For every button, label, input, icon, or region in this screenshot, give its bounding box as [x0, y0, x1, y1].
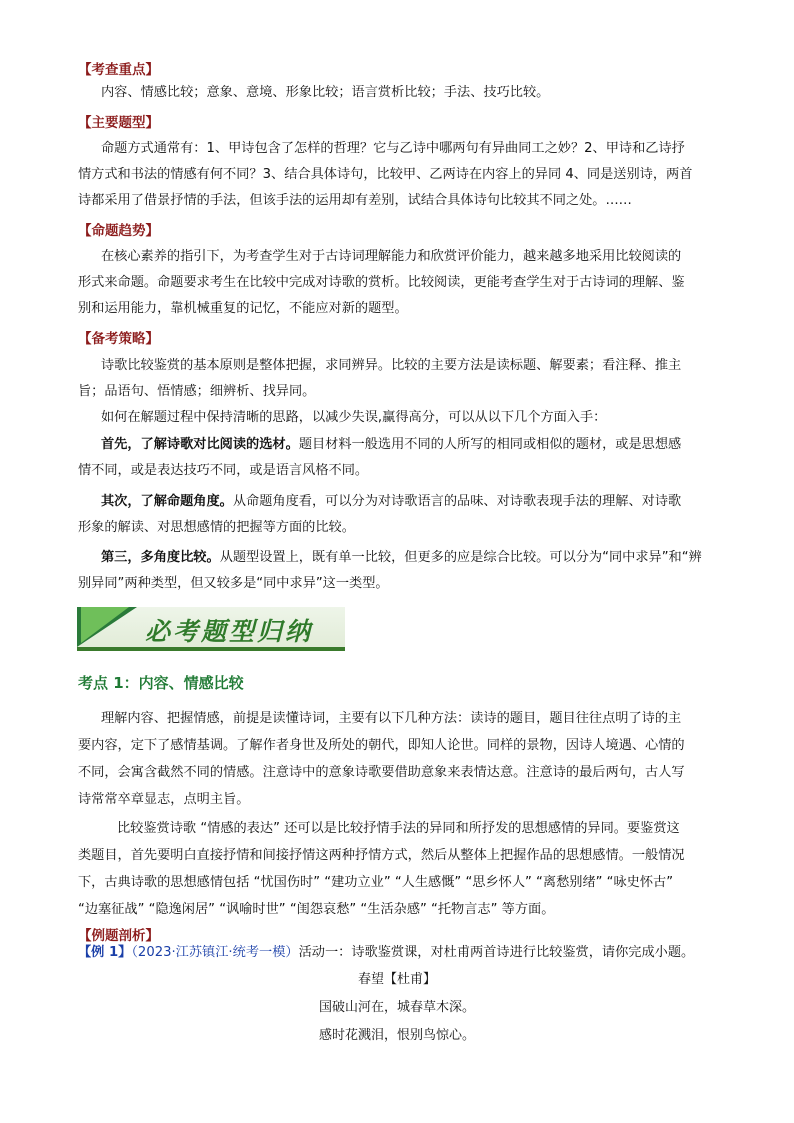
strategy-p1-line-1: 诗歌比较鉴赏的基本原则是整体把握，求同辨异。比较的主要方法是读标题、解要素；看注释、推主 [101, 358, 682, 373]
types-line-2: 情方式和书法的情感有何不同？3、结合具体诗句，比较甲、乙两诗在内容上的异同 4、同是送别诗，两首 [78, 167, 693, 182]
example-source: （2023·江苏镇江·统考一模） [131, 945, 299, 960]
kaodian-p1-line-2: 要内容，定下了感情基调。了解作者身世及所处的朝代，即知人论世。同样的景物，因诗人境遇、心情的 [78, 738, 685, 753]
banner-title: 必考题型归纳 [145, 617, 314, 646]
kaodian-p1-line-1: 理解内容、把握情感，前提是读懂诗词，主要有以下几种方法：读诗的题目，题目往往点明了诗的主 [101, 711, 682, 726]
strategy-p2: 如何在解题过程中保持清晰的思路，以减少失误,赢得高分，可以从以下几个方面入手： [101, 410, 607, 425]
example-label: 【例 1】 [78, 945, 132, 960]
types-heading: 【主要题型】 [78, 115, 159, 131]
trend-line-2: 形式来命题。命题要求考生在比较中完成对诗歌的赏析。比较阅读，更能考查学生对于古诗词的理解、鉴 [78, 275, 685, 290]
strategy-heading: 【备考策略】 [78, 331, 159, 347]
focus-heading: 【考查重点】 [78, 62, 159, 78]
poem-line-2: 感时花溅泪，恨别鸟惊心。 [318, 1028, 475, 1043]
poem-line-1: 国破山河在，城春草木深。 [318, 1000, 475, 1015]
strategy-p4-body: 从命题角度看，可以分为对诗歌语言的品味、对诗歌表现手法的理解、对诗歌 [232, 494, 682, 509]
kaodian-p1-line-4: 诗常常卒章显志，点明主旨。 [78, 792, 250, 807]
kaodian-p2-line-3: 下，古典诗歌的思想感情包括 “忧国伤时” “建功立业” “人生感慨” “思乡怀人” “离愁别绪” “咏史怀古” [78, 875, 674, 890]
strategy-p3-lead: 首先，了解诗歌对比阅读的选材。 [101, 437, 299, 452]
example-heading: 【例题剖析】 [78, 928, 159, 944]
poem-title: 春望【杜甫】 [357, 972, 436, 987]
strategy-p4 [101, 489, 681, 515]
trend-line-3: 别和运用能力，靠机械重复的记忆，不能应对新的题型。 [78, 301, 408, 316]
strategy-p3 [101, 432, 681, 458]
kaodian-p2-line-2: 类题目，首先要明白直接抒情和间接抒情这两种抒情方式，然后从整体上把握作品的思想感情。一般情况 [78, 848, 685, 863]
types-line-1: 命题方式通常有：1、甲诗包含了怎样的哲理？它与乙诗中哪两句有异曲同工之妙？2、甲诗和乙诗抒 [101, 141, 685, 156]
example-text: 活动一：诗歌鉴赏课，对杜甫两首诗进行比较鉴赏，请你完成小题。 [298, 945, 695, 960]
strategy-p1-line-2: 旨；品语句、悟情感；细辨析、找异同。 [78, 384, 316, 399]
kaodian-title: 考点 1：内容、情感比较 [78, 674, 244, 692]
section-banner [77, 607, 345, 647]
strategy-p5-body: 从题型设置上，既有单一比较，但更多的应是综合比较。可以分为“同中求异”和“辨 [219, 550, 702, 565]
strategy-p3-line-2: 情不同，或是表达技巧不同，或是语言风格不同。 [78, 463, 369, 478]
kaodian-p1-line-3: 不同，会寓含截然不同的情感。注意诗中的意象诗歌要借助意象来表情达意。注意诗的最后两句，古人写 [78, 765, 685, 780]
types-line-3: 诗都采用了借景抒情的手法，但该手法的运用却有差别，试结合具体诗句比较其不同之处。…… [78, 193, 632, 208]
strategy-p4-line-2: 形象的解读、对思想感情的把握等方面的比较。 [78, 520, 355, 535]
kaodian-p2-line-1: 比较鉴赏诗歌 “情感的表达” 还可以是比较抒情手法的异同和所抒发的思想感情的异同。要鉴赏这 [117, 821, 680, 836]
kaodian-p2-line-4: “边塞征战” “隐逸闲居” “讽喻时世” “闺怨哀愁” “生活杂感” “托物言志” 等方面。 [78, 902, 555, 917]
strategy-p3-body: 题目材料一般选用不同的人所写的相同或相似的题材，或是思想感 [298, 437, 682, 452]
example-line [78, 940, 694, 966]
focus-text: 内容、情感比较；意象、意境、形象比较；语言赏析比较；手法、技巧比较。 [101, 85, 550, 100]
strategy-p5-line-2: 别异同”两种类型，但又较多是“同中求异”这一类型。 [78, 576, 389, 591]
banner-triangle-highlight [81, 607, 129, 643]
strategy-p5-lead: 第三，多角度比较。 [101, 550, 220, 565]
strategy-p4-lead: 其次，了解命题角度。 [101, 494, 233, 509]
trend-line-1: 在核心素养的指引下，为考查学生对于古诗词理解能力和欣赏评价能力，越来越多地采用比较阅读的 [101, 249, 682, 264]
strategy-p5 [101, 545, 702, 571]
trend-heading: 【命题趋势】 [78, 223, 159, 239]
